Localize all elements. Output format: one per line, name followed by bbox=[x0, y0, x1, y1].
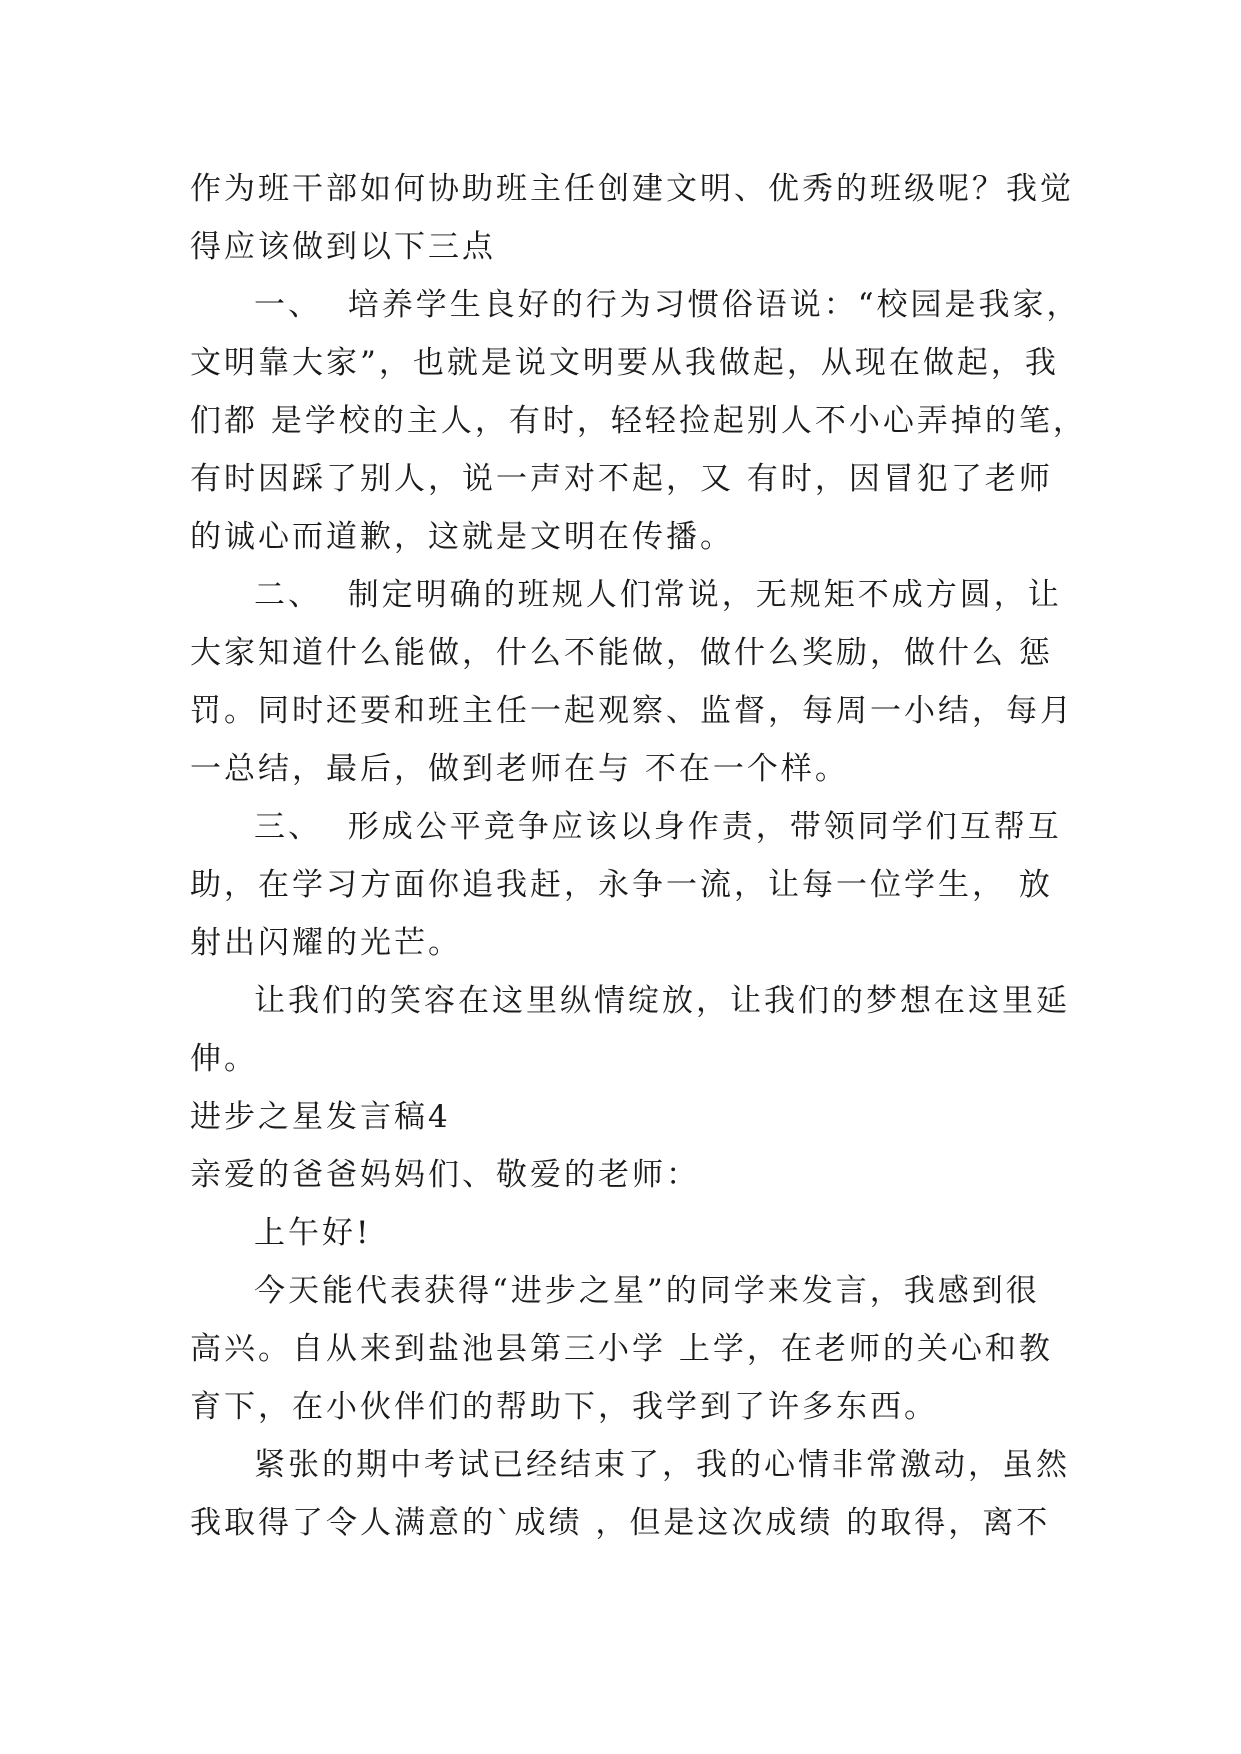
text-line: 伸。 bbox=[190, 1041, 258, 1077]
text-line: 进步之星发言稿4 bbox=[190, 1099, 451, 1135]
text-line: 一、 培养学生良好的行为习惯俗语说：“校园是我家， bbox=[254, 287, 1081, 323]
text-line: 上午好! bbox=[254, 1215, 372, 1251]
text-line: 作为班干部如何协助班主任创建文明、优秀的班级呢？我觉 bbox=[190, 171, 1074, 207]
text-line: 育下，在小伙伴们的帮助下，我学到了许多东西。 bbox=[190, 1389, 938, 1425]
text-line: 我取得了令人满意的`成绩 ，但是这次成绩 的取得，离不 bbox=[190, 1505, 1051, 1541]
text-line: 有时因踩了别人，说一声对不起，又 有时，因冒犯了老师 bbox=[190, 461, 1053, 497]
text-line: 大家知道什么能做，什么不能做，做什么奖励，做什么 惩 bbox=[190, 635, 1053, 671]
document-body bbox=[190, 160, 1087, 1552]
text-line: 们都 是学校的主人，有时，轻轻捡起别人不小心弄掉的笔， bbox=[190, 403, 1087, 439]
text-line: 的诚心而道歉，这就是文明在传播。 bbox=[190, 519, 734, 555]
text-line: 助，在学习方面你追我赶，永争一流，让每一位学生， 放 bbox=[190, 867, 1053, 903]
text-line: 高兴。自从来到盐池县第三小学 上学，在老师的关心和教 bbox=[190, 1331, 1053, 1367]
text-line: 今天能代表获得“进步之星”的同学来发言，我感到很 bbox=[254, 1273, 1040, 1309]
text-line: 射出闪耀的光芒。 bbox=[190, 925, 462, 961]
text-line: 亲爱的爸爸妈妈们、敬爱的老师： bbox=[190, 1157, 700, 1193]
text-line: 紧张的期中考试已经结束了，我的心情非常激动，虽然 bbox=[254, 1447, 1070, 1483]
text-line: 一总结，最后，做到老师在与 不在一个样。 bbox=[190, 751, 849, 787]
text-line: 文明靠大家”，也就是说文明要从我做起，从现在做起，我 bbox=[190, 345, 1059, 381]
text-line: 二、 制定明确的班规人们常说，无规矩不成方圆，让 bbox=[254, 577, 1062, 613]
text-line: 得应该做到以下三点 bbox=[190, 229, 496, 265]
text-line: 三、 形成公平竞争应该以身作责，带领同学们互帮互 bbox=[254, 809, 1062, 845]
text-line: 罚。同时还要和班主任一起观察、监督，每周一小结，每月 bbox=[190, 693, 1074, 729]
text-line: 让我们的笑容在这里纵情绽放，让我们的梦想在这里延 bbox=[254, 983, 1070, 1019]
